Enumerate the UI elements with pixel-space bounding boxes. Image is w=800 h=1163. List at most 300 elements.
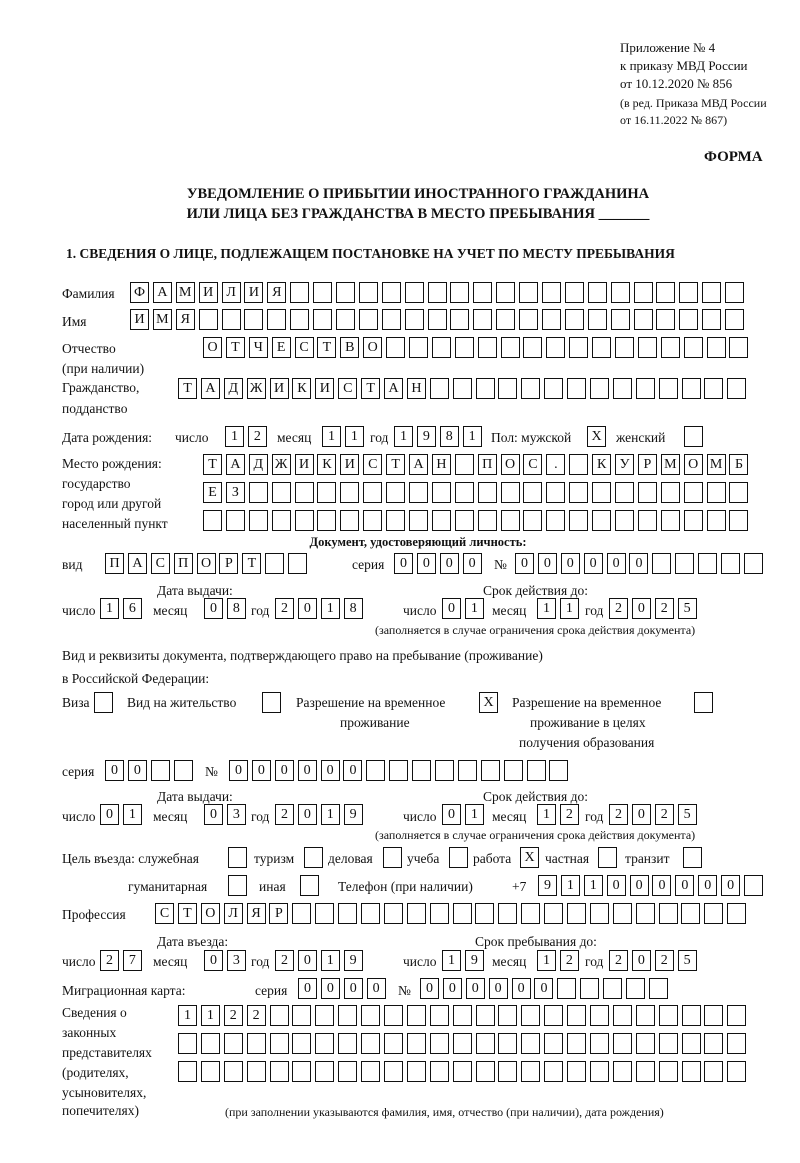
char-box[interactable] [267, 309, 286, 330]
stay-day-field[interactable] [442, 950, 488, 971]
stay-valid-day-field[interactable] [442, 804, 488, 825]
char-box[interactable] [588, 309, 607, 330]
char-box[interactable] [521, 378, 540, 399]
name-field[interactable] [130, 309, 748, 330]
char-box[interactable]: 2 [275, 804, 294, 825]
char-box[interactable] [504, 760, 523, 781]
char-box[interactable]: 0 [630, 875, 649, 896]
char-box[interactable]: 1 [123, 804, 142, 825]
char-box[interactable] [428, 309, 447, 330]
char-box[interactable] [682, 1005, 701, 1026]
char-box[interactable]: А [128, 553, 147, 574]
char-box[interactable] [313, 309, 332, 330]
char-box[interactable]: 2 [247, 1005, 266, 1026]
char-box[interactable] [636, 903, 655, 924]
char-box[interactable]: 5 [678, 950, 697, 971]
char-box[interactable] [453, 378, 472, 399]
char-box[interactable]: И [270, 378, 289, 399]
char-box[interactable] [384, 1061, 403, 1082]
representatives-row-1[interactable] [178, 1005, 750, 1026]
char-box[interactable] [638, 337, 657, 358]
char-box[interactable] [384, 1033, 403, 1054]
char-box[interactable] [361, 1061, 380, 1082]
char-box[interactable]: И [295, 454, 314, 475]
char-box[interactable]: Ф [130, 282, 149, 303]
char-box[interactable]: Т [178, 903, 197, 924]
char-box[interactable]: Л [222, 282, 241, 303]
char-box[interactable] [611, 282, 630, 303]
char-box[interactable] [430, 1061, 449, 1082]
char-box[interactable] [704, 903, 723, 924]
birthplace-row-3[interactable] [203, 510, 752, 531]
char-box[interactable] [476, 1061, 495, 1082]
char-box[interactable]: 0 [632, 950, 651, 971]
char-box[interactable]: И [315, 378, 334, 399]
char-box[interactable]: В [340, 337, 359, 358]
char-box[interactable]: М [707, 454, 726, 475]
char-box[interactable] [496, 309, 515, 330]
representatives-row-2[interactable] [178, 1033, 750, 1054]
char-box[interactable] [295, 510, 314, 531]
visa-checkbox[interactable] [94, 692, 117, 713]
char-box[interactable]: 0 [100, 804, 119, 825]
char-box[interactable] [727, 378, 746, 399]
purpose-official-checkbox[interactable] [228, 847, 251, 868]
char-box[interactable]: Я [176, 309, 195, 330]
char-box[interactable]: Т [178, 378, 197, 399]
char-box[interactable] [412, 760, 431, 781]
char-box[interactable] [453, 903, 472, 924]
char-box[interactable] [661, 510, 680, 531]
char-box[interactable]: 0 [229, 760, 248, 781]
migration-number-field[interactable] [420, 978, 672, 999]
char-box[interactable]: С [363, 454, 382, 475]
char-box[interactable] [702, 309, 721, 330]
char-box[interactable]: X [520, 847, 539, 868]
migration-series-field[interactable] [298, 978, 390, 999]
char-box[interactable] [265, 553, 284, 574]
char-box[interactable] [659, 903, 678, 924]
char-box[interactable] [659, 378, 678, 399]
char-box[interactable] [498, 1005, 517, 1026]
char-box[interactable]: Н [432, 454, 451, 475]
char-box[interactable] [432, 482, 451, 503]
char-box[interactable] [481, 760, 500, 781]
char-box[interactable] [590, 1033, 609, 1054]
char-box[interactable] [476, 1033, 495, 1054]
char-box[interactable] [389, 760, 408, 781]
char-box[interactable]: 1 [178, 1005, 197, 1026]
char-box[interactable] [592, 482, 611, 503]
char-box[interactable] [386, 510, 405, 531]
char-box[interactable] [656, 309, 675, 330]
char-box[interactable]: Ж [247, 378, 266, 399]
char-box[interactable] [707, 510, 726, 531]
char-box[interactable] [546, 482, 565, 503]
char-box[interactable] [725, 309, 744, 330]
char-box[interactable]: 2 [275, 598, 294, 619]
char-box[interactable] [698, 553, 717, 574]
issue-year-field[interactable] [275, 598, 367, 619]
char-box[interactable] [519, 282, 538, 303]
char-box[interactable] [498, 1033, 517, 1054]
char-box[interactable] [523, 482, 542, 503]
char-box[interactable]: 0 [721, 875, 740, 896]
char-box[interactable]: Л [224, 903, 243, 924]
char-box[interactable]: Я [247, 903, 266, 924]
char-box[interactable] [409, 482, 428, 503]
char-box[interactable] [542, 282, 561, 303]
char-box[interactable] [684, 337, 703, 358]
char-box[interactable] [638, 510, 657, 531]
char-box[interactable] [338, 1061, 357, 1082]
char-box[interactable] [615, 510, 634, 531]
char-box[interactable]: 2 [655, 950, 674, 971]
char-box[interactable]: А [384, 378, 403, 399]
char-box[interactable] [178, 1061, 197, 1082]
char-box[interactable] [707, 482, 726, 503]
char-box[interactable]: 1 [537, 598, 556, 619]
char-box[interactable]: О [501, 454, 520, 475]
char-box[interactable]: 0 [321, 978, 340, 999]
char-box[interactable]: 6 [123, 598, 142, 619]
entry-year-field[interactable] [275, 950, 367, 971]
char-box[interactable]: 0 [698, 875, 717, 896]
char-box[interactable] [407, 1061, 426, 1082]
char-box[interactable]: 9 [417, 426, 436, 447]
char-box[interactable]: 0 [632, 804, 651, 825]
char-box[interactable] [704, 378, 723, 399]
char-box[interactable] [432, 510, 451, 531]
entry-day-field[interactable] [100, 950, 146, 971]
char-box[interactable] [636, 1005, 655, 1026]
char-box[interactable] [682, 1033, 701, 1054]
char-box[interactable]: С [295, 337, 314, 358]
char-box[interactable] [458, 760, 477, 781]
char-box[interactable] [386, 482, 405, 503]
temp-residence-checkbox[interactable] [479, 692, 502, 713]
char-box[interactable] [592, 510, 611, 531]
birthplace-row-2[interactable] [203, 482, 752, 503]
char-box[interactable] [729, 482, 748, 503]
char-box[interactable] [498, 903, 517, 924]
char-box[interactable]: 9 [465, 950, 484, 971]
char-box[interactable] [292, 1005, 311, 1026]
char-box[interactable] [361, 1005, 380, 1026]
char-box[interactable]: П [174, 553, 193, 574]
char-box[interactable] [683, 847, 702, 868]
purpose-study-checkbox[interactable] [449, 847, 472, 868]
char-box[interactable]: 0 [442, 804, 461, 825]
char-box[interactable] [270, 1061, 289, 1082]
char-box[interactable] [315, 903, 334, 924]
char-box[interactable] [428, 282, 447, 303]
char-box[interactable] [501, 482, 520, 503]
char-box[interactable] [270, 1005, 289, 1026]
char-box[interactable] [363, 510, 382, 531]
char-box[interactable] [340, 510, 359, 531]
char-box[interactable] [636, 1061, 655, 1082]
char-box[interactable]: 0 [512, 978, 531, 999]
sex-male-checkbox[interactable] [587, 426, 610, 447]
char-box[interactable] [542, 309, 561, 330]
char-box[interactable] [455, 337, 474, 358]
valid-day-field[interactable] [442, 598, 488, 619]
char-box[interactable]: 2 [609, 598, 628, 619]
char-box[interactable]: Т [361, 378, 380, 399]
stay-month-field[interactable] [537, 950, 583, 971]
char-box[interactable] [569, 510, 588, 531]
char-box[interactable] [409, 510, 428, 531]
char-box[interactable] [727, 1005, 746, 1026]
char-box[interactable] [569, 482, 588, 503]
char-box[interactable]: 0 [298, 978, 317, 999]
char-box[interactable] [244, 309, 263, 330]
char-box[interactable] [476, 1005, 495, 1026]
char-box[interactable] [450, 282, 469, 303]
char-box[interactable] [151, 760, 170, 781]
char-box[interactable] [449, 847, 468, 868]
char-box[interactable]: X [587, 426, 606, 447]
profession-field[interactable] [155, 903, 750, 924]
char-box[interactable] [638, 482, 657, 503]
char-box[interactable]: А [153, 282, 172, 303]
birth-day-field[interactable] [225, 426, 271, 447]
char-box[interactable]: 1 [394, 426, 413, 447]
char-box[interactable]: 0 [466, 978, 485, 999]
char-box[interactable] [590, 903, 609, 924]
char-box[interactable] [567, 1061, 586, 1082]
char-box[interactable]: X [479, 692, 498, 713]
char-box[interactable] [453, 1005, 472, 1026]
char-box[interactable]: 0 [128, 760, 147, 781]
char-box[interactable]: Д [249, 454, 268, 475]
char-box[interactable] [407, 1033, 426, 1054]
char-box[interactable]: Р [219, 553, 238, 574]
char-box[interactable] [226, 510, 245, 531]
char-box[interactable]: 0 [443, 978, 462, 999]
char-box[interactable]: 1 [465, 804, 484, 825]
char-box[interactable] [704, 1005, 723, 1026]
char-box[interactable] [473, 309, 492, 330]
char-box[interactable] [546, 337, 565, 358]
char-box[interactable] [203, 510, 222, 531]
char-box[interactable]: А [201, 378, 220, 399]
stay-issue-year-field[interactable] [275, 804, 367, 825]
purpose-business-checkbox[interactable] [383, 847, 406, 868]
char-box[interactable]: 0 [629, 553, 648, 574]
char-box[interactable]: 5 [678, 804, 697, 825]
char-box[interactable] [336, 282, 355, 303]
char-box[interactable] [592, 337, 611, 358]
char-box[interactable] [544, 1033, 563, 1054]
char-box[interactable]: А [409, 454, 428, 475]
char-box[interactable] [382, 282, 401, 303]
char-box[interactable]: 0 [607, 875, 626, 896]
char-box[interactable]: 1 [345, 426, 364, 447]
char-box[interactable] [338, 1033, 357, 1054]
char-box[interactable] [363, 482, 382, 503]
char-box[interactable]: 0 [675, 875, 694, 896]
char-box[interactable]: 0 [298, 760, 317, 781]
char-box[interactable]: 2 [655, 804, 674, 825]
char-box[interactable] [590, 1005, 609, 1026]
char-box[interactable] [704, 1033, 723, 1054]
stay-number-field[interactable] [229, 760, 572, 781]
char-box[interactable]: Е [272, 337, 291, 358]
char-box[interactable] [409, 337, 428, 358]
char-box[interactable] [725, 282, 744, 303]
stay-series-field[interactable] [105, 760, 197, 781]
char-box[interactable]: Т [386, 454, 405, 475]
char-box[interactable]: А [226, 454, 245, 475]
char-box[interactable] [407, 1005, 426, 1026]
char-box[interactable] [478, 510, 497, 531]
char-box[interactable] [222, 309, 241, 330]
char-box[interactable] [290, 309, 309, 330]
char-box[interactable]: 0 [584, 553, 603, 574]
char-box[interactable] [228, 847, 247, 868]
char-box[interactable] [590, 1061, 609, 1082]
char-box[interactable] [727, 1061, 746, 1082]
char-box[interactable]: 0 [489, 978, 508, 999]
char-box[interactable] [407, 903, 426, 924]
char-box[interactable]: О [684, 454, 703, 475]
char-box[interactable] [684, 482, 703, 503]
char-box[interactable] [544, 378, 563, 399]
char-box[interactable]: 2 [609, 804, 628, 825]
char-box[interactable] [478, 337, 497, 358]
char-box[interactable]: Р [638, 454, 657, 475]
char-box[interactable] [567, 378, 586, 399]
valid-year-field[interactable] [609, 598, 701, 619]
char-box[interactable]: 2 [655, 598, 674, 619]
char-box[interactable] [430, 903, 449, 924]
char-box[interactable]: К [592, 454, 611, 475]
char-box[interactable]: С [338, 378, 357, 399]
char-box[interactable] [580, 978, 599, 999]
birth-year-field[interactable] [394, 426, 486, 447]
char-box[interactable] [565, 282, 584, 303]
char-box[interactable] [359, 282, 378, 303]
char-box[interactable]: 1 [537, 804, 556, 825]
char-box[interactable] [384, 1005, 403, 1026]
char-box[interactable] [453, 1033, 472, 1054]
char-box[interactable] [453, 1061, 472, 1082]
purpose-other-checkbox[interactable] [300, 875, 323, 896]
char-box[interactable]: 0 [367, 978, 386, 999]
char-box[interactable]: Ж [272, 454, 291, 475]
char-box[interactable] [405, 309, 424, 330]
char-box[interactable] [304, 847, 323, 868]
char-box[interactable] [656, 282, 675, 303]
valid-month-field[interactable] [537, 598, 583, 619]
purpose-transit-checkbox[interactable] [683, 847, 706, 868]
char-box[interactable] [727, 903, 746, 924]
char-box[interactable]: О [197, 553, 216, 574]
char-box[interactable] [679, 282, 698, 303]
char-box[interactable] [603, 978, 622, 999]
issue-month-field[interactable] [204, 598, 250, 619]
char-box[interactable]: К [292, 378, 311, 399]
char-box[interactable]: 0 [440, 553, 459, 574]
char-box[interactable] [292, 1061, 311, 1082]
char-box[interactable] [634, 282, 653, 303]
char-box[interactable] [174, 760, 193, 781]
char-box[interactable] [430, 378, 449, 399]
char-box[interactable]: Я [267, 282, 286, 303]
char-box[interactable] [498, 1061, 517, 1082]
char-box[interactable]: П [478, 454, 497, 475]
purpose-humanitarian-checkbox[interactable] [228, 875, 251, 896]
char-box[interactable]: 0 [607, 553, 626, 574]
char-box[interactable]: 2 [609, 950, 628, 971]
char-box[interactable]: 1 [584, 875, 603, 896]
char-box[interactable]: 2 [560, 950, 579, 971]
char-box[interactable]: 1 [560, 598, 579, 619]
char-box[interactable] [682, 378, 701, 399]
char-box[interactable] [544, 1061, 563, 1082]
char-box[interactable] [300, 875, 319, 896]
char-box[interactable]: И [340, 454, 359, 475]
char-box[interactable]: 0 [298, 598, 317, 619]
char-box[interactable]: Ч [249, 337, 268, 358]
stay-valid-year-field[interactable] [609, 804, 701, 825]
char-box[interactable]: 9 [344, 804, 363, 825]
char-box[interactable] [744, 553, 763, 574]
char-box[interactable] [521, 1061, 540, 1082]
char-box[interactable] [313, 282, 332, 303]
char-box[interactable] [626, 978, 645, 999]
char-box[interactable] [613, 1005, 632, 1026]
char-box[interactable] [247, 1061, 266, 1082]
char-box[interactable] [336, 309, 355, 330]
phone-field[interactable] [538, 875, 767, 896]
char-box[interactable] [496, 282, 515, 303]
char-box[interactable] [272, 482, 291, 503]
char-box[interactable] [659, 1005, 678, 1026]
char-box[interactable]: 9 [538, 875, 557, 896]
char-box[interactable] [527, 760, 546, 781]
char-box[interactable]: 8 [440, 426, 459, 447]
char-box[interactable] [386, 337, 405, 358]
char-box[interactable] [634, 309, 653, 330]
doc-series-field[interactable] [394, 553, 486, 574]
char-box[interactable]: 0 [204, 598, 223, 619]
char-box[interactable] [478, 482, 497, 503]
char-box[interactable]: О [203, 337, 222, 358]
char-box[interactable] [199, 309, 218, 330]
char-box[interactable]: Н [407, 378, 426, 399]
char-box[interactable] [569, 454, 588, 475]
char-box[interactable]: 0 [442, 598, 461, 619]
char-box[interactable]: 8 [344, 598, 363, 619]
char-box[interactable] [338, 903, 357, 924]
char-box[interactable] [557, 978, 576, 999]
char-box[interactable] [567, 903, 586, 924]
char-box[interactable] [317, 482, 336, 503]
char-box[interactable]: 1 [561, 875, 580, 896]
char-box[interactable] [476, 378, 495, 399]
char-box[interactable] [613, 1033, 632, 1054]
char-box[interactable] [292, 903, 311, 924]
char-box[interactable]: И [199, 282, 218, 303]
char-box[interactable] [523, 337, 542, 358]
char-box[interactable]: С [151, 553, 170, 574]
char-box[interactable] [546, 510, 565, 531]
char-box[interactable]: Т [203, 454, 222, 475]
edu-residence-checkbox[interactable] [694, 692, 717, 713]
